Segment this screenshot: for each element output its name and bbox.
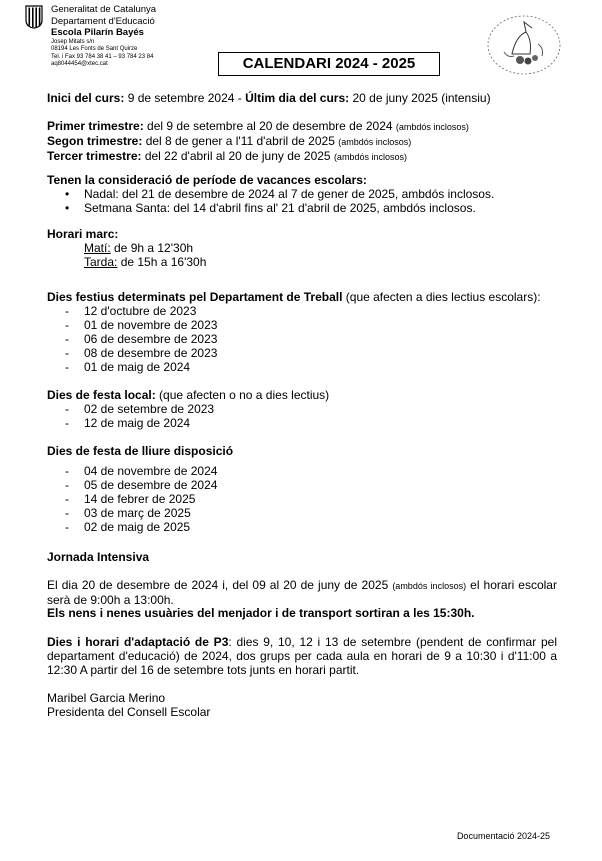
labour-holidays-section <box>47 290 541 374</box>
list-item: - 01 de novembre de 2023 <box>47 318 541 332</box>
list-item: - 01 de maig de 2024 <box>47 360 541 374</box>
free-days-heading: Dies de festa de lliure disposició <box>47 444 234 458</box>
trimester-row <box>47 119 469 134</box>
schedule-row <box>47 255 206 269</box>
intensive-paragraph <box>47 578 557 607</box>
header-organization <box>51 4 156 69</box>
trimester-label: Primer trimestre: <box>47 119 144 133</box>
schedule-value: de 15h a 16'30h <box>117 255 207 269</box>
trimester-value: del 22 d'abril al 20 de juny de 2025 <box>141 149 334 163</box>
local-holidays-section <box>47 388 329 430</box>
holidays-section <box>47 173 494 215</box>
org-line: Generalitat de Catalunya <box>51 4 157 15</box>
schedule-row <box>47 241 206 255</box>
list-item: - 12 d'octubre de 2023 <box>47 304 541 318</box>
trimesters <box>47 119 469 164</box>
free-days-list <box>47 464 233 534</box>
local-holidays-heading: Dies de festa local: <box>47 388 156 402</box>
holidays-heading: Tenen la consideració de període de vacances escolars: <box>47 173 367 187</box>
contact-line: 08194 Les Fonts de Sant Quirze <box>51 46 138 52</box>
list-item: - 02 de maig de 2025 <box>47 520 233 534</box>
contact-line: Tel. i Fax 93 784 38 41 – 93 784 23 84 <box>51 53 154 60</box>
signature-role: Presidenta del Consell Escolar <box>47 705 211 719</box>
local-holidays-note: (que afecten o no a dies lectius) <box>155 388 330 402</box>
schedule-value: de 9h a 12'30h <box>110 241 194 255</box>
page-title: CALENDARI 2024 - 2025 <box>218 52 440 76</box>
list-item: - 12 de maig de 2024 <box>47 416 329 430</box>
generalitat-stripes-icon <box>25 5 43 29</box>
contact-line: Josep Mitats s/n <box>51 38 95 45</box>
course-dates <box>47 91 491 105</box>
org-line: Departament d'Educació <box>51 15 155 27</box>
free-days-section <box>47 444 233 534</box>
labour-holidays-heading-row <box>47 290 541 304</box>
adaptation-label: Dies i horari d'adaptació de P3 <box>47 635 229 649</box>
trimester-label: Segon trimestre: <box>47 134 143 148</box>
local-holidays-heading-row <box>47 388 329 402</box>
schedule-label: Matí: <box>84 241 111 255</box>
school-seal-icon <box>486 14 562 76</box>
trimester-note: (ambdós inclosos) <box>338 137 412 147</box>
schedule-label: Tarda: <box>84 255 118 269</box>
intensive-text-b: el horari escolar serà de 9:00h a 13:00h. <box>47 578 557 607</box>
footer-label: Documentació 2024-25 <box>456 831 550 841</box>
intensive-note: (ambdós inclosos) <box>392 581 467 591</box>
trimester-row <box>47 149 469 164</box>
trimester-value: del 9 de setembre al 20 de desembre de 2024 <box>143 119 396 133</box>
school-name: Escola Pilarín Bayés <box>51 27 144 38</box>
trimester-value: del 8 de gener a l'11 d'abril de 2025 <box>142 134 339 148</box>
intensive-text-a: El dia 20 de desembre de 2024 i, del 09 al 20 de juny de 2025 <box>47 578 393 592</box>
labour-holidays-note: (que afecten a dies lectius escolars): <box>342 290 541 304</box>
intensive-transport-note: Els nens i nenes usuàries del menjador i de transport sortiran a les 15:30h. <box>47 606 475 620</box>
list-item: • Nadal: del 21 de desembre de 2024 al 7 de gener de 2025, ambdós inclosos. <box>47 187 494 201</box>
holidays-list <box>47 187 494 215</box>
schedule-heading: Horari marc: <box>47 227 119 241</box>
contact-line: aq8044454@xtec.cat <box>51 61 108 67</box>
list-item: - 02 de setembre de 2023 <box>47 402 329 416</box>
intensive-heading: Jornada Intensiva <box>47 550 150 564</box>
signature <box>47 691 210 719</box>
course-start-label: Inici del curs: <box>47 91 125 105</box>
list-item: - 06 de desembre de 2023 <box>47 332 541 346</box>
labour-holidays-heading: Dies festius determinats pel Departament de Treball <box>47 290 343 304</box>
list-item: • Setmana Santa: del 14 d'abril fins al' 21 d'abril de 2025, ambdós inclosos. <box>47 201 494 215</box>
list-item: - 03 de març de 2025 <box>47 506 233 520</box>
adaptation-paragraph <box>47 635 557 677</box>
list-item: - 05 de desembre de 2024 <box>47 478 233 492</box>
local-holidays-list <box>47 402 329 430</box>
course-start-value: 9 de setembre 2024 - <box>124 91 246 105</box>
labour-holidays-list <box>47 304 541 374</box>
schedule-section <box>47 227 206 269</box>
trimester-row <box>47 134 469 149</box>
signature-name: Maribel Garcia Merino <box>47 691 166 705</box>
list-item: - 14 de febrer de 2025 <box>47 492 233 506</box>
list-item: - 04 de novembre de 2024 <box>47 464 233 478</box>
trimester-note: (ambdós inclosos) <box>395 122 469 132</box>
trimester-note: (ambdós inclosos) <box>333 152 407 162</box>
adaptation-text: : dies 9, 10, 12 i 13 de setembre (pendent de confirmar pel departament d'educació) de 2024, dos grups per cada aula en horari de 9 a 10:30 i d'11:00 a 12:30 A partir del 16 de setembre tots junts en horari partit. <box>47 635 557 677</box>
trimester-label: Tercer trimestre: <box>47 149 142 163</box>
list-item: - 08 de desembre de 2023 <box>47 346 541 360</box>
course-end-value: 20 de juny 2025 (intensiu) <box>349 91 491 105</box>
course-end-label: Últim dia del curs: <box>245 91 350 105</box>
